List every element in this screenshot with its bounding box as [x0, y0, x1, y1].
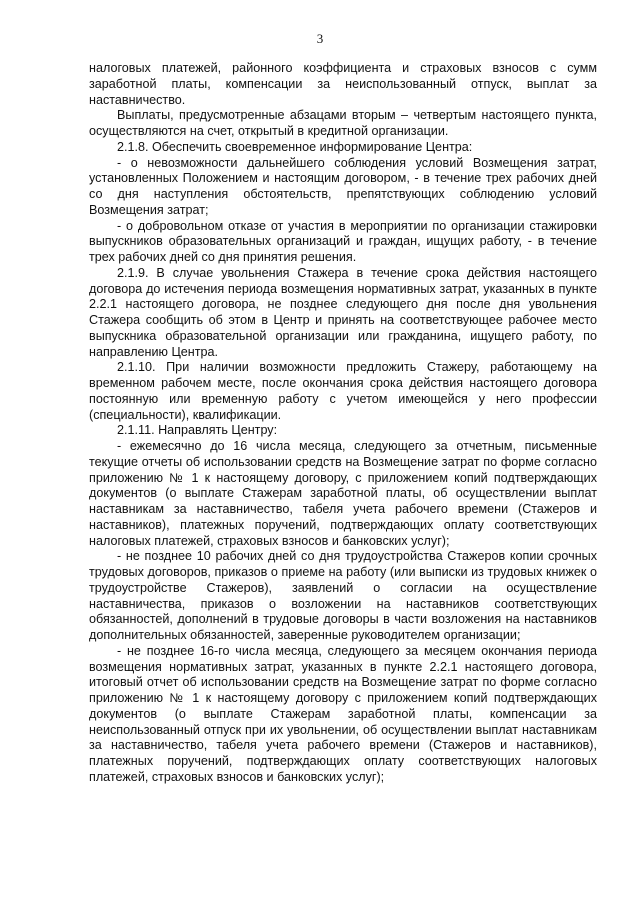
- document-body: [89, 61, 597, 786]
- clause-2-1-11-item-2: - не позднее 10 рабочих дней со дня трудоустройства Стажеров копии срочных трудовых договоров, приказов о приеме на работу (или выписки из трудовых книжек о трудоустройстве Стажеров), заявлений о согласии на осуществление наставничества, приказов о возложении на наставников соответствующих обязанностей, дополнений в трудовые договоры в части возложения на наставников дополнительных обязанностей, заверенные руководителем организации;: [89, 549, 597, 642]
- paragraph-payments-note: Выплаты, предусмотренные абзацами вторым – четвертым настоящего пункта, осуществляются на счет, открытый в кредитной организации.: [89, 108, 597, 138]
- paragraph-continuation: налоговых платежей, районного коэффициента и страховых взносов с сумм заработной платы, компенсации за неиспользованный отпуск, выплат за наставничество.: [89, 61, 597, 107]
- page-number: 3: [316, 31, 324, 46]
- clause-2-1-11-item-3: - не позднее 16-го числа месяца, следующего за месяцем окончания периода возмещения нормативных затрат, указанных в пункте 2.2.1 настоящего договора, итоговый отчет об использовании средств на Возмещение затрат по форме согласно приложению № 1 к настоящему договору с приложением копий подтверждающих документов (о выплате Стажерам заработной платы, компенсации за неиспользованный отпуск при их увольнении, об осуществлении выплат наставникам за наставничество, табеля учета рабочего времени (Стажеров и наставников), платежных поручений, подтверждающих оплату соответствующих налоговых платежей, страховых взносов и банковских услуг);: [89, 643, 597, 784]
- clause-2-1-11: 2.1.11. Направлять Центру:: [117, 423, 278, 438]
- clause-2-1-9: 2.1.9. В случае увольнения Стажера в течение срока действия настоящего договора до истечения периода возмещения нормативных затрат, указанных в пункте 2.2.1 настоящего договора, не позднее следующего дня после дня увольнения Стажера сообщить об этом в Центр и принять на соответствующее рабочее место выпускника образовательной организации или гражданина, ищущего работу, по направлению Центра.: [89, 265, 597, 359]
- clause-2-1-8-item-1: - о невозможности дальнейшего соблюдения условий Возмещения затрат, установленных Положением и настоящим договором, - в течение трех рабочих дней со дня наступления обстоятельств, препятствующих соблюдению условий Возмещения затрат;: [89, 155, 597, 217]
- clause-2-1-11-item-1: - ежемесячно до 16 числа месяца, следующего за отчетным, письменные текущие отчеты об использовании средств на Возмещение затрат по форме согласно приложению № 1 к настоящему договору, с приложением копий подтверждающих документов (о выплате Стажерам заработной платы, об осуществлении выплат наставникам за наставничество, табеля учета рабочего времени (Стажеров и наставников), платежных поручений, подтверждающих оплату соответствующих налоговых платежей, страховых взносов и банковских услуг);: [89, 439, 597, 548]
- clause-2-1-8-item-2: - о добровольном отказе от участия в мероприятии по организации стажировки выпускников образовательных организаций и граждан, ищущих работу, - в течение трех рабочих дней со дня принятия решения.: [89, 218, 597, 264]
- clause-2-1-10: 2.1.10. При наличии возможности предложить Стажеру, работающему на временном рабочем месте, после окончания срока действия настоящего договора постоянную или временную работу с учетом имеющейся у него профессии (специальности), квалификации.: [89, 360, 597, 422]
- clause-2-1-8: 2.1.8. Обеспечить своевременное информирование Центра:: [117, 139, 473, 154]
